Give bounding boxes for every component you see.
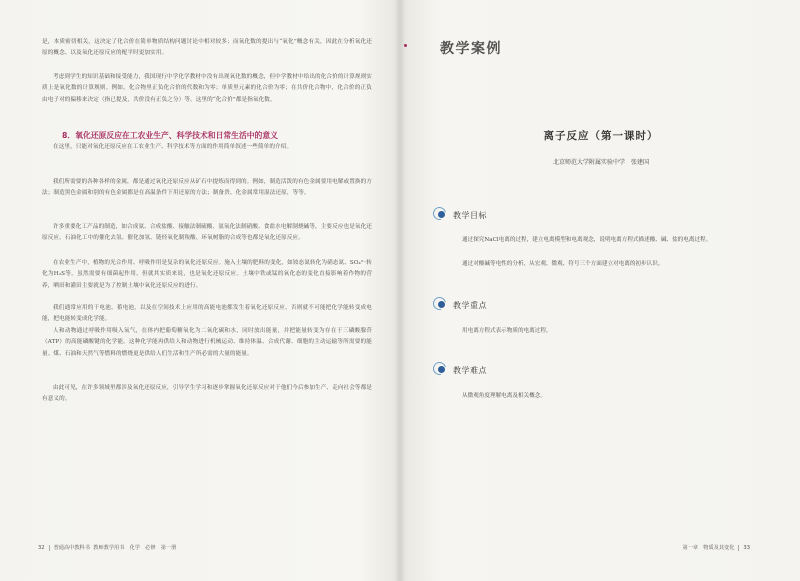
section-paragraph-6: 人和动物通过呼吸作用吸入氧气，在体内把葡萄糖氧化为二氧化碳和水，同时放出能量，并把能量转变为存在于三磷酸腺苷（ATP）的高能磷酸键的化学能。这种化学能再供给人和动物进行机械运动、维持体温、合成代谢、细胞的主动运输等所需要的能量。煤、石油和天然气等燃料的燃烧更是供给人们生活和生产所必需的大量的能量。: [42, 328, 372, 357]
section-label: 教学难点: [453, 365, 487, 375]
section-header-difficulties: [433, 362, 487, 378]
section-header-key-points: [433, 297, 487, 313]
left-footer: [38, 544, 176, 551]
section-paragraph-2: 我们所需要的各种各样的金属，都是通过氧化还原反应从矿石中提炼而得到的。例如，制造活泼的有色金属要用电解或置换的方法；制造黑色金属和别的有色金属都是在高温条件下用还原的方法；制备贵、化金属常用湿法还原，等等。: [42, 179, 372, 197]
section-paragraph-1: 在这里，只能对氧化还原反应在工农业生产、科学技术等方面的作用简单叙述一些简单的介绍。: [53, 144, 293, 150]
section-label: 教学重点: [453, 300, 487, 310]
case-title: 教学案例: [440, 41, 502, 57]
series-name: 普通高中教科书: [53, 545, 90, 551]
left-page: [0, 0, 398, 581]
section-heading: 8．氧化还原反应在工农业生产、科学技术和日常生活中的意义: [62, 131, 278, 140]
author-line: 北京师范大学附属实验中学 张建国: [552, 159, 649, 166]
section-paragraph-4: 在农业生产中，植物的光合作用、呼吸作用是复杂的氧化还原反应。施入土壤的肥料的变化，如铵态氮转化为硝态氮、SO₄²⁻转化为H₂S等，虽然需要有细菌起作用，但就其实质来说，也是氧化还原反应。土壤中铁或锰的氧化态的变化直接影响着作物的营养，晒田和灌田主要就是为了控制土壤中氧化还原反应的进行。: [42, 260, 372, 289]
book-name: 教师教学用书 化学 必修 第一册: [93, 545, 177, 551]
section-label: 教学目标: [453, 210, 487, 220]
key-points-line-1: 用电离方程式表示物质的电离过程。: [462, 328, 552, 334]
left-page-number: 32: [38, 545, 45, 551]
target-icon: [433, 207, 449, 223]
goals-line-1: 通过探究NaCl电离的过程，建立电离模型和电离观念，说明电离方程式描述酸、碱、盐的电离过程。: [462, 237, 712, 243]
lesson-title: 离子反应（第一课时）: [543, 130, 659, 142]
footer-divider: [738, 545, 739, 551]
section-paragraph-7: 由此可见，在许多领域里都涉及氧化还原反应，引导学生学习和逐步掌握氧化还原反应对于他们今后参加生产、走向社会等都是有意义的。: [42, 385, 372, 403]
intro-paragraph-1: 是，本质密切相关，这决定了化合价在简单物质结构问题讨论中相对较多；而氧化数的提出与“氧化”概念有关，因此在分析氧化还原的概念、以及氧化还原反应的配平时更加实用。: [42, 39, 372, 57]
right-page-number: 33: [743, 545, 750, 551]
difficulties-line-1: 从微观角度理解电离及相关概念。: [462, 393, 546, 399]
goals-line-2: 通过对酸碱等电性的分析，从宏观、微观、符号三个方面建立对电离的初步认识。: [462, 261, 664, 267]
difficulty-icon: [433, 362, 449, 378]
section-paragraph-3: 许多重要化工产品的制造，如合成氨、合成盐酸、接触法制硫酸、氨氧化法制硝酸、食盐水电解制烧碱等，主要反应也是氧化还原反应。石油化工中的催化去氢、催化加氢、链烃氧化制羧酸、环氧树脂的合成等也都是氧化还原反应。: [42, 224, 372, 242]
right-footer: [683, 544, 751, 551]
intro-paragraph-2: 考虑到学生的知识基础和接受能力，我国现行中学化学教材中没有出现氧化数的概念，但中学教材中给出的化合价的计算规则实质上是氧化数的计算规则。例如，化合物里正负化合价的代数和为零；单质里元素的化合价为零；在共价化合物中，化合价的正负由电子对的偏移来决定（指已提及，共价没有正负之分）等。这里的“化合价”都是指氧化数。: [42, 74, 372, 103]
chapter-name: 第一章 物质及其变化: [682, 545, 735, 551]
section-paragraph-5: 我们通常应用的干电池、蓄电池，以及在空间技术上应用的高能电池都发生着氧化还原反应，否则就不可能把化学能转变成电能，把电能转变成化学能。: [42, 305, 372, 323]
key-point-icon: [433, 297, 449, 313]
section-header-goals: [433, 207, 487, 223]
right-page: [402, 0, 800, 581]
footer-divider: [49, 545, 50, 551]
